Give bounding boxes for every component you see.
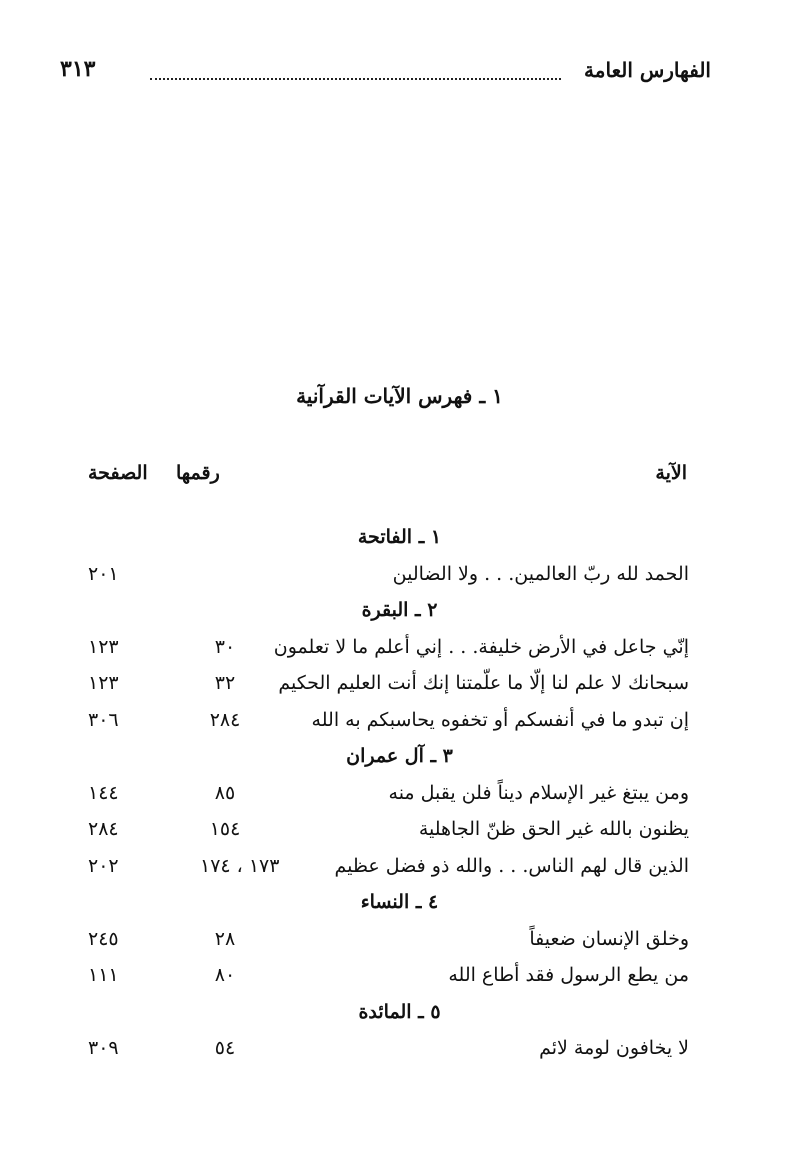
page-reference: ٢٤٥ [88,927,119,950]
column-header-verse: الآية [655,462,687,484]
verse-number: ٢٨٤ [209,708,241,731]
verse-text: إنّي جاعل في الأرض خليفة. . . إني أعلم ما لا تعلمون [273,635,689,658]
verse-row [0,1033,799,1070]
verse-text: سبحانك لا علم لنا إلّا ما علّمتنا إنك أنت العليم الحكيم [278,672,689,694]
surah-heading: ١ ـ الفاتحة [357,526,442,548]
header-dot-leader [150,64,561,80]
verse-number: ٥٤ [214,1037,236,1059]
page-number: ٣١٣ [60,56,96,82]
verse-text: ومن يبتغ غير الإسلام ديناً فلن يقبل منه [388,781,689,804]
surah-heading-row [0,887,799,924]
page-reference: ١٢٣ [88,635,119,658]
verse-text: الحمد لله ربّ العالمين. . . ولا الضالين [392,562,689,585]
column-header-number: رقمها [176,462,220,484]
verse-row [0,960,799,997]
verse-row [0,851,799,888]
verse-text: وخلق الإنسان ضعيفاً [529,927,689,950]
verse-text: إن تبدو ما في أنفسكم أو تخفوه يحاسبكم به الله [311,708,689,731]
column-header-page: الصفحة [88,462,148,484]
verse-row [0,778,799,815]
verse-row [0,814,799,851]
verse-text: يظنون بالله غير الحق ظنّ الجاهلية [418,818,689,840]
running-header [60,58,711,88]
page-reference: ١٢٣ [88,672,119,694]
surah-heading-row [0,595,799,632]
page-reference: ٢٠٢ [88,854,119,877]
verse-number: ٣٢ [214,672,236,694]
page-reference: ٢٠١ [88,562,119,585]
page-reference: ١١١ [88,964,119,986]
page-reference: ٣٠٩ [88,1037,119,1059]
surah-heading-row [0,741,799,778]
page-reference: ٣٠٦ [88,708,119,731]
verse-row [0,559,799,596]
verse-number: ٢٨ [214,927,236,950]
surah-heading: ٤ ـ النساء [360,891,439,913]
verse-number: ١٥٤ [209,818,241,840]
surah-heading-row [0,522,799,559]
verse-number: ١٧٣ ، ١٧٤ [200,854,280,877]
verse-row [0,705,799,742]
verse-row [0,924,799,961]
surah-heading: ٢ ـ البقرة [361,599,438,621]
verse-text: لا يخافون لومة لائم [539,1037,689,1059]
verse-row [0,668,799,705]
page-reference: ٢٨٤ [88,818,119,840]
surah-heading-row [0,997,799,1034]
verse-number: ٣٠ [214,635,236,658]
index-table [0,522,799,1070]
verse-number: ٨٥ [214,781,236,804]
page-reference: ١٤٤ [88,781,119,804]
header-title: الفهارس العامة [584,58,711,82]
verse-text: من يطع الرسول فقد أطاع الله [448,964,689,986]
verse-row [0,632,799,669]
index-title: ١ ـ فهرس الآيات القرآنية [296,384,503,408]
verse-text: الذين قال لهم الناس. . . والله ذو فضل عظيم [334,854,689,877]
surah-heading: ٣ ـ آل عمران [346,745,453,767]
verse-number: ٨٠ [214,964,236,986]
surah-heading: ٥ ـ المائدة [358,1000,441,1023]
